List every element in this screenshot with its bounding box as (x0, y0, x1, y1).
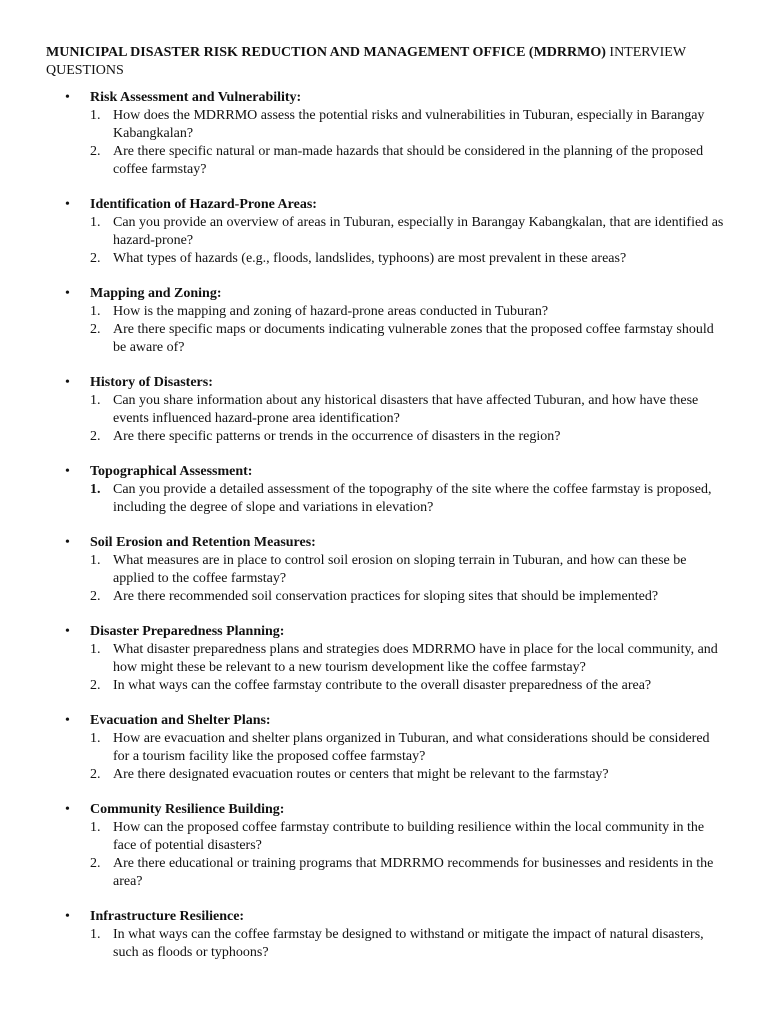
question-list (46, 481, 728, 517)
section-heading (46, 534, 728, 552)
section-heading-text: Mapping and Zoning: (90, 286, 222, 301)
question-item (46, 926, 728, 962)
question-text: In what ways can the coffee farmstay contribute to the overall disaster preparedness of the area? (113, 678, 652, 693)
bullet-icon: • (65, 535, 70, 550)
question-section (46, 908, 728, 962)
question-list (46, 926, 728, 962)
question-list (46, 552, 728, 606)
question-item (46, 481, 728, 517)
question-list (46, 730, 728, 784)
section-heading (46, 908, 728, 926)
question-item (46, 677, 728, 695)
question-item (46, 766, 728, 784)
question-list (46, 107, 728, 179)
bullet-icon: • (65, 802, 70, 817)
question-item (46, 303, 728, 321)
section-heading-text: Evacuation and Shelter Plans: (90, 713, 271, 728)
section-heading (46, 712, 728, 730)
document-title-bold: MUNICIPAL DISASTER RISK REDUCTION AND MANAGEMENT OFFICE (MDRRMO) (46, 45, 606, 60)
section-heading-text: Soil Erosion and Retention Measures: (90, 535, 316, 550)
question-text: How does the MDRRMO assess the potential risks and vulnerabilities in Tuburan, especially in Barangay Kabangkalan? (113, 108, 705, 141)
question-section (46, 534, 728, 606)
section-heading-text: Identification of Hazard-Prone Areas: (90, 197, 317, 212)
question-list (46, 641, 728, 695)
question-text: Can you provide an overview of areas in Tuburan, especially in Barangay Kabangkalan, that are identified as hazard-prone? (113, 215, 724, 248)
section-heading-text: Topographical Assessment: (90, 464, 253, 479)
question-item (46, 552, 728, 588)
question-text: Are there specific natural or man-made hazards that should be considered in the planning of the proposed coffee farmstay? (113, 144, 704, 177)
question-item (46, 250, 728, 268)
question-number: 2. (90, 856, 101, 871)
question-number: 1. (90, 482, 101, 497)
question-text: Can you provide a detailed assessment of the topography of the site where the coffee farmstay is proposed, including the degree of slope and variations in elevation? (113, 482, 712, 515)
question-number: 2. (90, 678, 101, 693)
question-item (46, 641, 728, 677)
section-heading (46, 463, 728, 481)
bullet-icon: • (65, 713, 70, 728)
document-title (46, 44, 728, 80)
question-list (46, 214, 728, 268)
section-heading (46, 801, 728, 819)
section-heading-text: Risk Assessment and Vulnerability: (90, 90, 302, 105)
section-heading-text: Community Resilience Building: (90, 802, 285, 817)
bullet-icon: • (65, 624, 70, 639)
question-sections (46, 89, 728, 962)
question-number: 1. (90, 731, 101, 746)
question-number: 1. (90, 642, 101, 657)
question-text: In what ways can the coffee farmstay be designed to withstand or mitigate the impact of natural disasters, such as floods or typhoons? (113, 927, 704, 960)
document-title-rest: INTERVIEW QUESTIONS (46, 45, 686, 78)
question-item (46, 730, 728, 766)
section-heading-text: History of Disasters: (90, 375, 213, 390)
question-text: What measures are in place to control soil erosion on sloping terrain in Tuburan, and how can these be applied to the coffee farmstay? (113, 553, 687, 586)
question-number: 1. (90, 393, 101, 408)
question-number: 1. (90, 553, 101, 568)
section-heading (46, 196, 728, 214)
question-text: What types of hazards (e.g., floods, landslides, typhoons) are most prevalent in these areas? (113, 251, 627, 266)
question-number: 1. (90, 108, 101, 123)
section-heading (46, 374, 728, 392)
question-section (46, 623, 728, 695)
question-list (46, 819, 728, 891)
question-section (46, 801, 728, 891)
question-item (46, 588, 728, 606)
question-item (46, 321, 728, 357)
question-number: 1. (90, 215, 101, 230)
question-item (46, 214, 728, 250)
question-number: 2. (90, 322, 101, 337)
question-number: 2. (90, 144, 101, 159)
question-section (46, 89, 728, 179)
section-heading (46, 285, 728, 303)
bullet-icon: • (65, 464, 70, 479)
bullet-icon: • (65, 375, 70, 390)
question-text: How are evacuation and shelter plans organized in Tuburan, and what considerations should be considered for a tourism facility like the proposed coffee farmstay? (113, 731, 710, 764)
section-heading-text: Infrastructure Resilience: (90, 909, 245, 924)
question-text: Are there specific patterns or trends in the occurrence of disasters in the region? (113, 429, 561, 444)
question-item (46, 143, 728, 179)
question-section (46, 374, 728, 446)
question-section (46, 712, 728, 784)
bullet-icon: • (65, 197, 70, 212)
question-text: Are there designated evacuation routes or centers that might be relevant to the farmstay? (113, 767, 609, 782)
question-number: 1. (90, 304, 101, 319)
section-heading (46, 623, 728, 641)
question-text: Are there educational or training programs that MDRRMO recommends for businesses and residents in the area? (113, 856, 714, 889)
question-number: 1. (90, 927, 101, 942)
question-text: How is the mapping and zoning of hazard-prone areas conducted in Tuburan? (113, 304, 549, 319)
question-number: 2. (90, 429, 101, 444)
bullet-icon: • (65, 286, 70, 301)
bullet-icon: • (65, 909, 70, 924)
question-item (46, 107, 728, 143)
question-section (46, 196, 728, 268)
question-list (46, 392, 728, 446)
question-section (46, 463, 728, 517)
question-section (46, 285, 728, 357)
question-number: 2. (90, 251, 101, 266)
question-item (46, 855, 728, 891)
question-text: How can the proposed coffee farmstay contribute to building resilience within the local community in the face of potential disasters? (113, 820, 705, 853)
bullet-icon: • (65, 90, 70, 105)
question-text: Are there specific maps or documents indicating vulnerable zones that the proposed coffee farmstay should be aware of? (113, 322, 714, 355)
question-item (46, 819, 728, 855)
question-item (46, 392, 728, 428)
question-list (46, 303, 728, 357)
question-number: 1. (90, 820, 101, 835)
question-text: Are there recommended soil conservation practices for sloping sites that should be implemented? (113, 589, 659, 604)
section-heading-text: Disaster Preparedness Planning: (90, 624, 285, 639)
question-number: 2. (90, 767, 101, 782)
question-text: Can you share information about any historical disasters that have affected Tuburan, and how have these events influenced hazard-prone area identification? (113, 393, 699, 426)
question-text: What disaster preparedness plans and strategies does MDRRMO have in place for the local community, and how might these be relevant to a new tourism development like the coffee farmstay? (113, 642, 718, 675)
question-number: 2. (90, 589, 101, 604)
section-heading (46, 89, 728, 107)
question-item (46, 428, 728, 446)
